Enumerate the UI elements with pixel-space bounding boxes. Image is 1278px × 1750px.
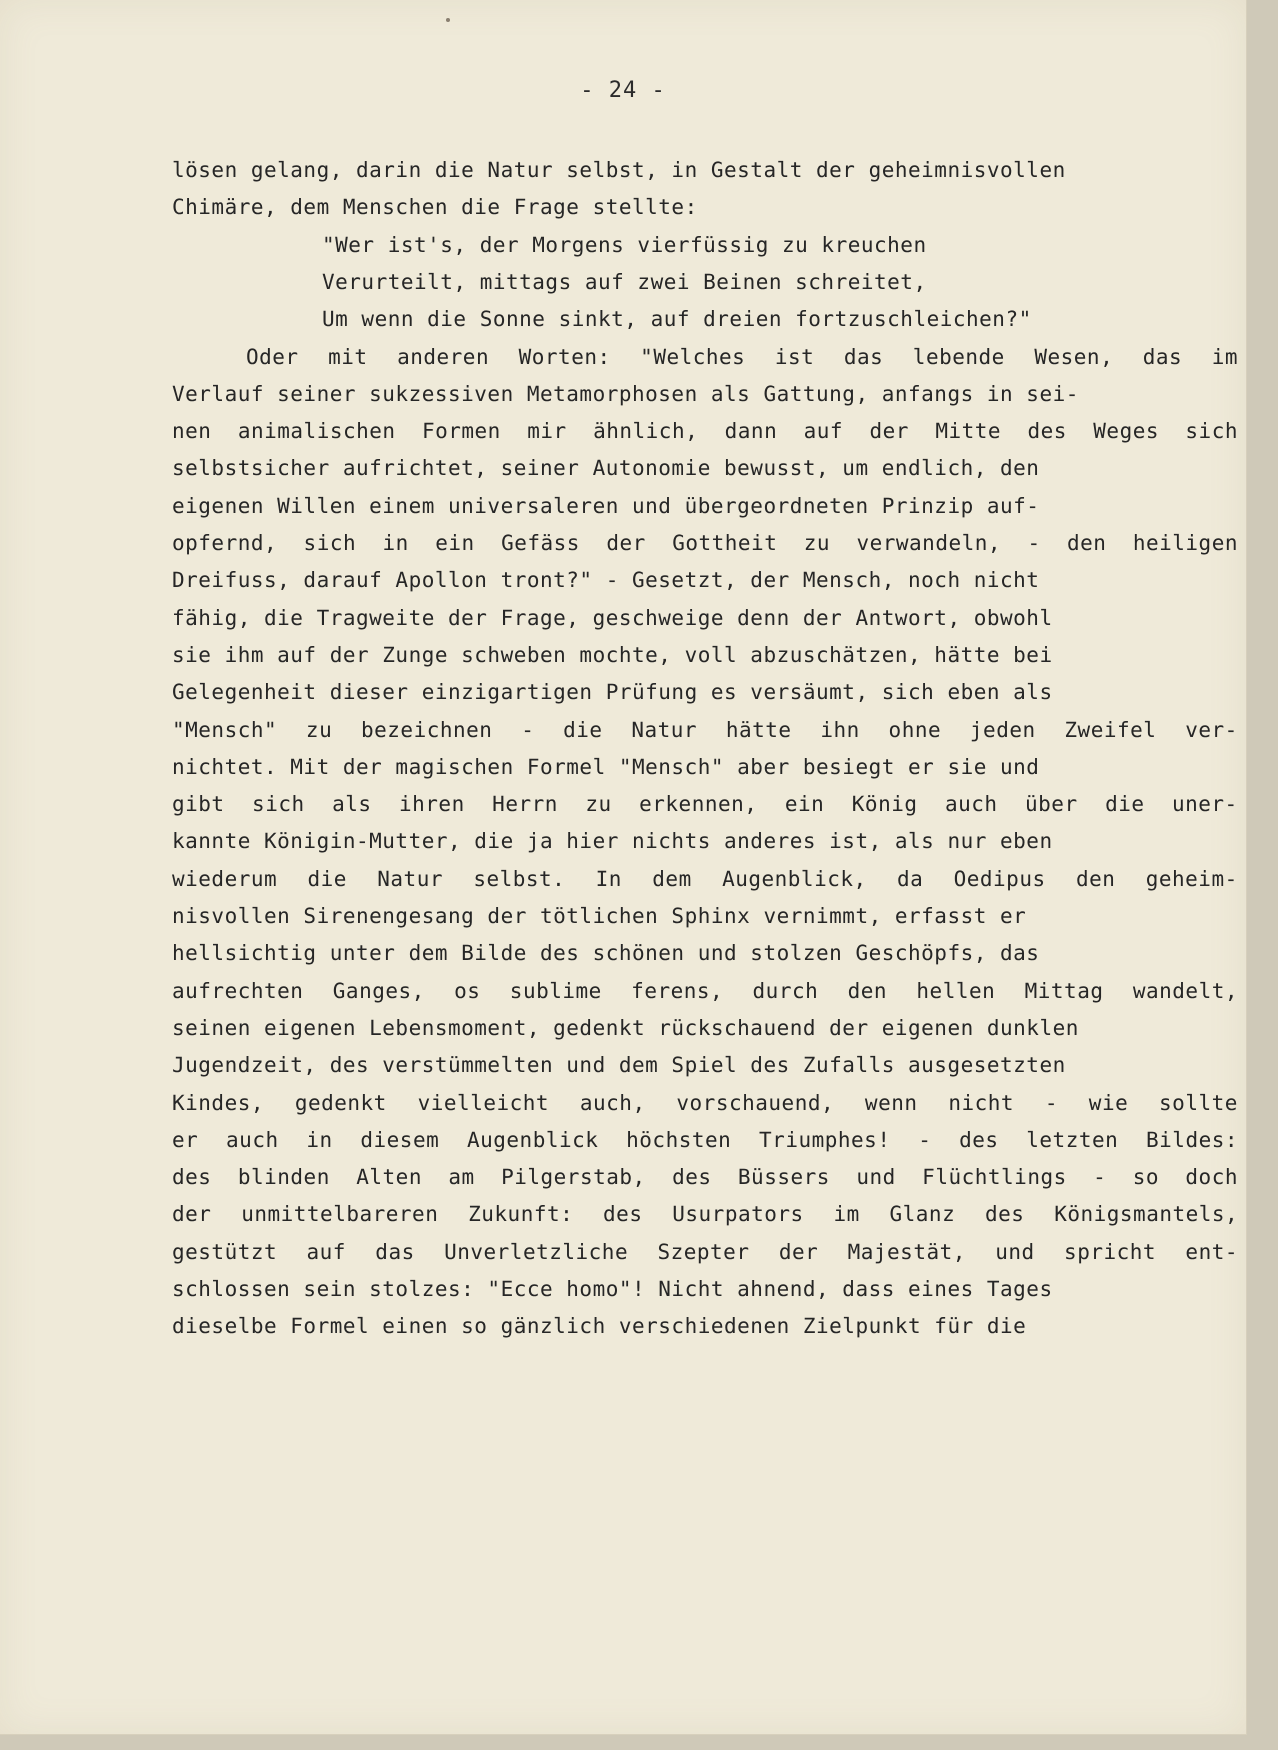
text-line: "Wer ist's, der Morgens vierfüssig zu kreuchen: [322, 233, 927, 257]
text-line: gibt sich als ihren Herrn zu erkennen, ein König auch über die uner-: [172, 792, 1238, 816]
text-line: nisvollen Sirenengesang der tötlichen Sphinx vernimmt, erfasst er: [172, 904, 1027, 928]
text-line: "Mensch" zu bezeichnen - die Natur hätte ihn ohne jeden Zweifel ver-: [172, 718, 1238, 742]
text-line: selbstsicher aufrichtet, seiner Autonomie bewusst, um endlich, den: [172, 456, 1040, 480]
text-line: aufrechten Ganges, os sublime ferens, durch den hellen Mittag wandelt,: [172, 979, 1238, 1003]
text-line: dieselbe Formel einen so gänzlich verschiedenen Zielpunkt für die: [172, 1314, 1027, 1338]
text-line: Oder mit anderen Worten: "Welches ist das lebende Wesen, das im: [246, 345, 1239, 369]
text-line: kannte Königin-Mutter, die ja hier nichts anderes ist, als nur eben: [172, 829, 1053, 853]
text-line: gestützt auf das Unverletzliche Szepter der Majestät, und spricht ent-: [172, 1240, 1238, 1264]
text-line: Gelegenheit dieser einzigartigen Prüfung es versäumt, sich eben als: [172, 680, 1053, 704]
text-line: hellsichtig unter dem Bilde des schönen und stolzen Geschöpfs, das: [172, 941, 1040, 965]
text-line: er auch in diesem Augenblick höchsten Triumphes! - des letzten Bildes:: [172, 1128, 1239, 1152]
text-line: Kindes, gedenkt vielleicht auch, vorschauend, wenn nicht - wie sollte: [172, 1091, 1238, 1115]
text-line: wiederum die Natur selbst. In dem Augenblick, da Oedipus den geheim-: [172, 867, 1238, 891]
text-line: Verurteilt, mittags auf zwei Beinen schreitet,: [322, 270, 927, 294]
text-line: opfernd, sich in ein Gefäss der Gottheit zu verwandeln, - den heiligen: [172, 531, 1238, 555]
text-line: lösen gelang, darin die Natur selbst, in Gestalt der geheimnisvollen: [172, 158, 1066, 182]
text-line: der unmittelbareren Zukunft: des Usurpators im Glanz des Königsmantels,: [172, 1202, 1239, 1226]
text-line: seinen eigenen Lebensmoment, gedenkt rückschauend der eigenen dunklen: [172, 1016, 1079, 1040]
text-line: Jugendzeit, des verstümmelten und dem Spiel des Zufalls ausgesetzten: [172, 1053, 1066, 1077]
text-line: schlossen sein stolzes: "Ecce homo"! Nicht ahnend, dass eines Tages: [172, 1277, 1053, 1301]
text-line: Um wenn die Sonne sinkt, auf dreien fortzuschleichen?": [322, 307, 1032, 331]
text-line: fähig, die Tragweite der Frage, geschweige denn der Antwort, obwohl: [172, 606, 1053, 630]
text-line: Dreifuss, darauf Apollon tront?" - Gesetzt, der Mensch, noch nicht: [172, 568, 1040, 592]
text-line: eigenen Willen einem universaleren und übergeordneten Prinzip auf-: [172, 494, 1040, 518]
page-number: - 24 -: [580, 78, 666, 103]
text-line: nen animalischen Formen mir ähnlich, dann auf der Mitte des Weges sich: [172, 419, 1238, 443]
text-line: des blinden Alten am Pilgerstab, des Büssers und Flüchtlings - so doch: [172, 1165, 1238, 1189]
text-line: Chimäre, dem Menschen die Frage stellte:: [172, 195, 698, 219]
text-line: Verlauf seiner sukzessiven Metamorphosen als Gattung, anfangs in sei-: [172, 382, 1079, 406]
text-line: sie ihm auf der Zunge schweben mochte, voll abzuschätzen, hätte bei: [172, 643, 1053, 667]
text-line: nichtet. Mit der magischen Formel "Mensch" aber besiegt er sie und: [172, 755, 1040, 779]
